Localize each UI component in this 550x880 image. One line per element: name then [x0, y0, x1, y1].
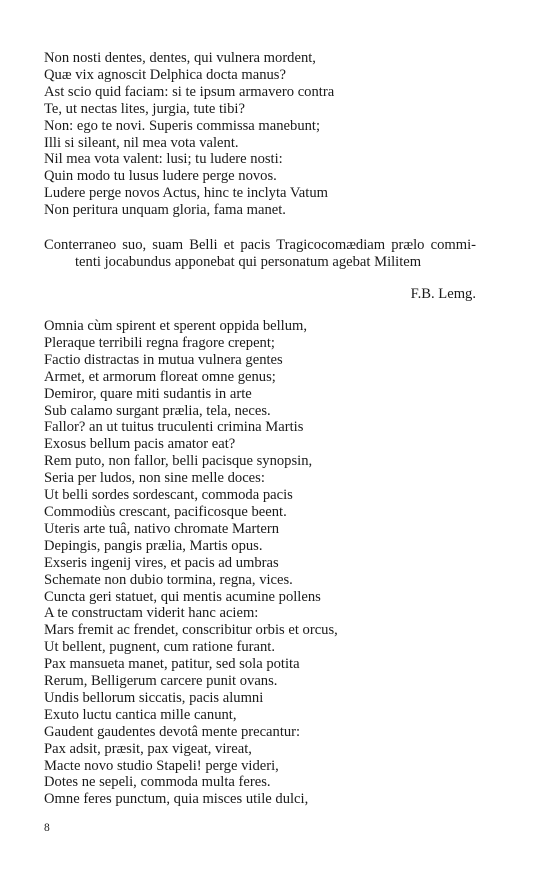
verse-line: Dotes ne sepeli, commoda multa feres.	[44, 774, 271, 791]
verse-line: Exseris ingenij vires, et pacis ad umbras	[44, 554, 279, 571]
verse-line: Armet, et armorum floreat omne genus;	[44, 368, 276, 385]
verse-line: Ut bellent, pugnent, cum ratione furant.	[44, 639, 275, 656]
verse-line: Exuto luctu cantica mille canunt,	[44, 706, 237, 723]
verse-line: A te constructam viderit hanc aciem:	[44, 605, 259, 622]
verse-line: Te, ut nectas lites, jurgia, tute tibi?	[44, 100, 245, 117]
verse-line: Non: ego te novi. Superis commissa manebunt;	[44, 117, 321, 134]
verse-line: Commodiùs crescant, pacificosque beent.	[44, 503, 287, 520]
verse-line: Rem puto, non fallor, belli pacisque synopsin,	[44, 453, 313, 470]
verse-line: Ast scio quid faciam: si te ipsum armavero contra	[44, 83, 335, 100]
second-poem	[44, 318, 484, 808]
verse-line: Exosus bellum pacis amator eat?	[44, 436, 236, 453]
verse-line: Illi si sileant, nil mea vota valent.	[44, 134, 239, 151]
dedication-line: tenti jocabundus apponebat qui personatum agebat Militem	[75, 253, 422, 270]
verse-line: Macte novo studio Stapeli! perge videri,	[44, 757, 279, 774]
verse-line: Factio distractas in mutua vulnera gentes	[44, 351, 283, 368]
verse-line: Undis bellorum siccatis, pacis alumni	[44, 689, 264, 706]
verse-line: Pax adsit, præsit, pax vigeat, vireat,	[44, 740, 252, 757]
author-signature: F.B. Lemg.	[410, 286, 476, 302]
verse-line: Fallor? an ut tuitus truculenti crimina Martis	[44, 419, 304, 436]
verse-line: Depingis, pangis prælia, Martis opus.	[44, 537, 263, 554]
verse-line: Gaudent gaudentes devotâ mente precantur:	[44, 723, 301, 740]
verse-line: Non peritura unquam gloria, fama manet.	[44, 202, 286, 219]
verse-line: Quæ vix agnoscit Delphica docta manus?	[44, 66, 286, 83]
verse-line: Uteris arte tuâ, nativo chromate Martern	[44, 520, 280, 537]
verse-line: Ut belli sordes sordescant, commoda pacis	[44, 487, 293, 504]
verse-line: Rerum, Belligerum carcere punit ovans.	[44, 673, 278, 690]
verse-line: Non nosti dentes, dentes, qui vulnera mordent,	[44, 50, 316, 66]
verse-line: Quin modo tu lusus ludere perge novos.	[44, 168, 277, 185]
verse-line: Omne feres punctum, quia misces utile dulci,	[44, 791, 309, 808]
dedication-paragraph	[44, 237, 484, 271]
dedication-line: Conterraneo suo, suam Belli et pacis Tragicocomædiam prælo commi-	[44, 237, 476, 253]
verse-line: Cuncta geri statuet, qui mentis acumine pollens	[44, 588, 321, 605]
verse-line: Seria per ludos, non sine melle doces:	[44, 470, 265, 487]
verse-line: Pleraque terribili regna fragore crepent;	[44, 334, 275, 351]
page-number: 8	[44, 822, 50, 834]
verse-line: Pax mansueta manet, patitur, sed sola potita	[44, 656, 300, 673]
verse-line: Sub calamo surgant prælia, tela, neces.	[44, 402, 271, 419]
verse-line: Ludere perge novos Actus, hinc te inclyta Vatum	[44, 185, 328, 202]
verse-line: Mars fremit ac frendet, conscribitur orbis et orcus,	[44, 622, 338, 639]
verse-line: Demiror, quare miti sudantis in arte	[44, 385, 252, 402]
verse-line: Nil mea vota valent: lusi; tu ludere nosti:	[44, 151, 283, 168]
first-poem	[44, 50, 484, 219]
verse-line: Schemate non dubio tormina, regna, vices.	[44, 571, 293, 588]
verse-line: Omnia cùm spirent et sperent oppida bellum,	[44, 318, 308, 334]
